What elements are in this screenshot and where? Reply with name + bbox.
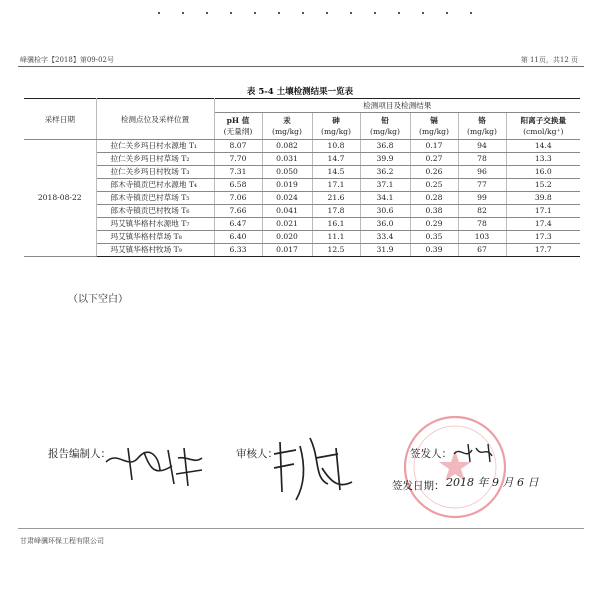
reviewer-signature (266, 428, 366, 508)
top-scan-dots (150, 12, 480, 16)
value-cell: 103 (458, 231, 506, 244)
value-cell: 7.70 (214, 153, 262, 166)
value-cell: 17.8 (312, 205, 360, 218)
param-unit: (mg/kg) (418, 127, 449, 136)
value-cell: 0.39 (410, 244, 458, 257)
blank-below-note: （以下空白） (68, 294, 128, 305)
location-cell: 郎木寺镇贡巴村草场 T₅ (96, 192, 214, 205)
location-cell: 拉仁关乡玛日村草场 T₂ (96, 153, 214, 166)
header-param-cec (506, 113, 580, 140)
value-cell: 14.4 (506, 140, 580, 153)
reviewer-label: 审核人： (236, 448, 278, 460)
location-cell: 郎木寺镇贡巴村牧场 T₆ (96, 205, 214, 218)
value-cell: 17.3 (506, 231, 580, 244)
param-unit: (mg/kg) (466, 127, 497, 136)
value-cell: 10.8 (312, 140, 360, 153)
value-cell: 6.40 (214, 231, 262, 244)
value-cell: 34.1 (360, 192, 410, 205)
value-cell: 12.5 (312, 244, 360, 257)
header-location: 检测点位及采样位置 (96, 99, 214, 140)
value-cell: 13.3 (506, 153, 580, 166)
value-cell: 0.024 (262, 192, 312, 205)
value-cell: 0.29 (410, 218, 458, 231)
value-cell: 16.1 (312, 218, 360, 231)
location-cell: 玛艾镇华格村草场 T₈ (96, 231, 214, 244)
company-seal (400, 412, 510, 522)
value-cell: 6.33 (214, 244, 262, 257)
value-cell: 77 (458, 179, 506, 192)
value-cell: 78 (458, 218, 506, 231)
location-cell: 玛艾镇华格村水源地 T₇ (96, 218, 214, 231)
value-cell: 14.7 (312, 153, 360, 166)
header-param-hg (262, 113, 312, 140)
value-cell: 0.031 (262, 153, 312, 166)
param-name: 阳离子交换量 (520, 116, 567, 125)
value-cell: 17.7 (506, 244, 580, 257)
value-cell: 36.8 (360, 140, 410, 153)
value-cell: 39.9 (360, 153, 410, 166)
value-cell: 94 (458, 140, 506, 153)
compiler-signature (98, 440, 208, 490)
value-cell: 0.041 (262, 205, 312, 218)
param-name: 汞 (283, 116, 291, 125)
header-sample-date: 采样日期 (24, 99, 96, 140)
issuer-signature (452, 440, 502, 466)
value-cell: 36.2 (360, 166, 410, 179)
value-cell: 15.2 (506, 179, 580, 192)
value-cell: 6.47 (214, 218, 262, 231)
value-cell: 0.082 (262, 140, 312, 153)
value-cell: 6.58 (214, 179, 262, 192)
header-divider (18, 66, 584, 67)
value-cell: 33.4 (360, 231, 410, 244)
value-cell: 37.1 (360, 179, 410, 192)
location-cell: 郎木寺镇贡巴村水源地 T₄ (96, 179, 214, 192)
table-row (24, 153, 580, 166)
document-number: 峰骥检字【2018】第09-02号 (20, 56, 114, 64)
value-cell: 78 (458, 153, 506, 166)
value-cell: 0.25 (410, 179, 458, 192)
param-name: 铅 (381, 116, 389, 125)
value-cell: 30.6 (360, 205, 410, 218)
value-cell: 0.017 (262, 244, 312, 257)
param-unit: (无量纲) (223, 127, 253, 136)
param-unit: (mg/kg) (271, 127, 302, 136)
table-row (24, 218, 580, 231)
value-cell: 0.38 (410, 205, 458, 218)
value-cell: 0.050 (262, 166, 312, 179)
soil-results-table (24, 98, 580, 257)
table-row (24, 166, 580, 179)
page-indicator: 第 11页，共12 页 (520, 56, 578, 64)
value-cell: 0.020 (262, 231, 312, 244)
param-name: 镉 (430, 116, 438, 125)
value-cell: 99 (458, 192, 506, 205)
table-row (24, 192, 580, 205)
value-cell: 11.1 (312, 231, 360, 244)
issue-date-value: 2018 年 9 月 6 日 (446, 476, 539, 489)
value-cell: 16.0 (506, 166, 580, 179)
value-cell: 0.35 (410, 231, 458, 244)
value-cell: 17.1 (506, 205, 580, 218)
location-cell: 拉仁关乡玛日村水源地 T₁ (96, 140, 214, 153)
value-cell: 8.07 (214, 140, 262, 153)
param-name: 铬 (478, 116, 486, 125)
header-param-pb (360, 113, 410, 140)
value-cell: 21.6 (312, 192, 360, 205)
value-cell: 96 (458, 166, 506, 179)
value-cell: 7.31 (214, 166, 262, 179)
table-body (24, 140, 580, 257)
table-row (24, 205, 580, 218)
param-unit: (cmol/kg⁺) (523, 127, 564, 136)
footer-divider (18, 528, 584, 529)
header-param-ph (214, 113, 262, 140)
value-cell: 0.26 (410, 166, 458, 179)
value-cell: 39.8 (506, 192, 580, 205)
issue-date-label: 签发日期： (392, 480, 445, 492)
param-unit: (mg/kg) (320, 127, 351, 136)
value-cell: 0.021 (262, 218, 312, 231)
value-cell: 82 (458, 205, 506, 218)
value-cell: 17.1 (312, 179, 360, 192)
header-param-cd (410, 113, 458, 140)
value-cell: 36.0 (360, 218, 410, 231)
param-name: pH 值 (226, 116, 250, 125)
issuer-label: 签发人： (410, 448, 452, 460)
value-cell: 67 (458, 244, 506, 257)
sample-date-cell: 2018-08-22 (24, 140, 96, 257)
table-row (24, 140, 580, 153)
header-param-cr (458, 113, 506, 140)
table-caption: 表 5-4 土壤检测结果一览表 (246, 87, 354, 97)
header-test-group: 检测项目及检测结果 (214, 99, 580, 113)
table-row (24, 244, 580, 257)
value-cell: 0.27 (410, 153, 458, 166)
value-cell: 0.019 (262, 179, 312, 192)
location-cell: 拉仁关乡玛日村牧场 T₃ (96, 166, 214, 179)
param-name: 砷 (332, 116, 340, 125)
value-cell: 31.9 (360, 244, 410, 257)
compiler-label: 报告编制人： (48, 448, 111, 460)
value-cell: 0.28 (410, 192, 458, 205)
value-cell: 7.06 (214, 192, 262, 205)
table-row (24, 179, 580, 192)
value-cell: 17.4 (506, 218, 580, 231)
value-cell: 14.5 (312, 166, 360, 179)
company-footer: 甘肃峰骥环保工程有限公司 (20, 537, 104, 545)
location-cell: 玛艾镇华格村牧场 T₉ (96, 244, 214, 257)
param-unit: (mg/kg) (369, 127, 400, 136)
header-param-as (312, 113, 360, 140)
table-row (24, 231, 580, 244)
value-cell: 7.66 (214, 205, 262, 218)
value-cell: 0.17 (410, 140, 458, 153)
